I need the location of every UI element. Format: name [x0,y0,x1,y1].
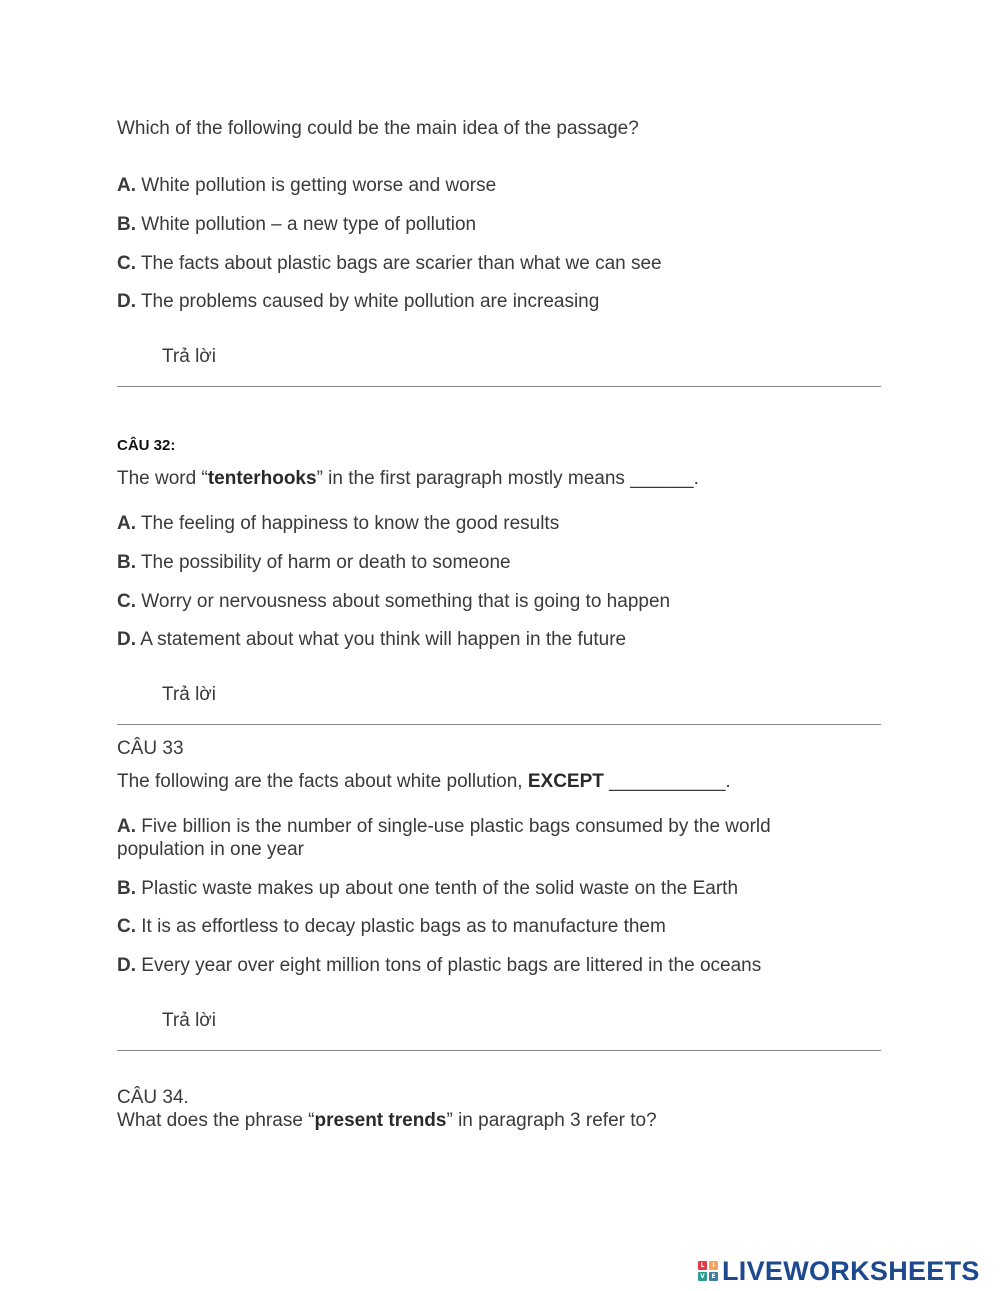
option-letter: B. [117,214,136,235]
question-text-part: What does the phrase “ [117,1110,315,1131]
q32-option-c [117,590,670,614]
option-letter: B. [117,878,136,899]
q33-option-d [117,954,761,978]
option-text: White pollution – a new type of pollution [141,214,477,235]
logo-block: V [698,1272,707,1281]
question-31-text: Which of the following could be the main idea of the passage? [117,118,639,139]
q32-answer-field[interactable]: Trả lời [162,684,216,705]
option-text: The problems caused by white pollution are increasing [140,291,600,312]
question-text-part: ___________. [603,771,731,792]
q31-option-d [117,290,599,314]
logo-text: LIVEWORKSHEETS [722,1255,980,1286]
option-text: The facts about plastic bags are scarier than what we can see [140,253,662,274]
option-letter: B. [117,552,136,573]
liveworksheets-logo [698,1255,980,1287]
question-text-part: The word “ [117,468,208,489]
q32-answer-line [117,724,881,725]
question-text-part: The following are the facts about white pollution, [117,771,528,792]
logo-block: L [698,1261,707,1270]
q32-option-b [117,551,511,575]
option-text: Five billion is the number of single-use plastic bags consumed by the world [141,816,771,837]
option-letter: A. [117,816,136,837]
option-letter: D. [117,955,136,976]
question-34-label: CÂU 34. [117,1087,189,1108]
option-text: A statement about what you think will happen in the future [140,629,627,650]
option-text: White pollution is getting worse and worse [141,175,497,196]
q32-option-a [117,512,559,536]
option-letter: C. [117,253,136,274]
q32-option-d [117,628,626,652]
q33-answer-line [117,1050,881,1051]
q31-option-a [117,174,496,198]
question-33-label: CÂU 33 [117,738,184,759]
q31-answer-field[interactable]: Trả lời [162,346,216,367]
q31-answer-line [117,386,881,387]
q31-option-c [117,252,662,276]
option-text: It is as effortless to decay plastic bags as to manufacture them [141,916,666,937]
question-33-text [117,770,731,794]
question-32-text [117,467,699,491]
option-letter: A. [117,513,136,534]
q33-option-a [117,815,771,839]
question-text-part: ” in paragraph 3 refer to? [446,1110,657,1131]
q31-option-b [117,213,476,237]
question-keyword: EXCEPT [527,771,604,792]
question-34-text [117,1109,657,1133]
option-text: The possibility of harm or death to someone [140,552,511,573]
option-letter: C. [117,916,136,937]
option-letter: C. [117,591,136,612]
option-letter: D. [117,291,136,312]
option-letter: D. [117,629,136,650]
q33-option-a-continued: population in one year [117,839,304,860]
option-text: The feeling of happiness to know the good results [140,513,560,534]
q33-option-c [117,915,666,939]
question-keyword: present trends [314,1110,447,1131]
option-text: Worry or nervousness about something that is going to happen [141,591,671,612]
option-text: Plastic waste makes up about one tenth of the solid waste on the Earth [141,878,739,899]
q33-answer-field[interactable]: Trả lời [162,1010,216,1031]
logo-block: E [709,1272,718,1281]
question-text-part: ” in the first paragraph mostly means ______. [316,468,699,489]
option-letter: A. [117,175,136,196]
question-32-label: CÂU 32: [117,437,176,454]
question-keyword: tenterhooks [207,468,317,489]
option-text: Every year over eight million tons of plastic bags are littered in the oceans [141,955,762,976]
logo-blocks-icon [698,1261,718,1281]
logo-block: I [709,1261,718,1270]
q33-option-b [117,877,738,901]
